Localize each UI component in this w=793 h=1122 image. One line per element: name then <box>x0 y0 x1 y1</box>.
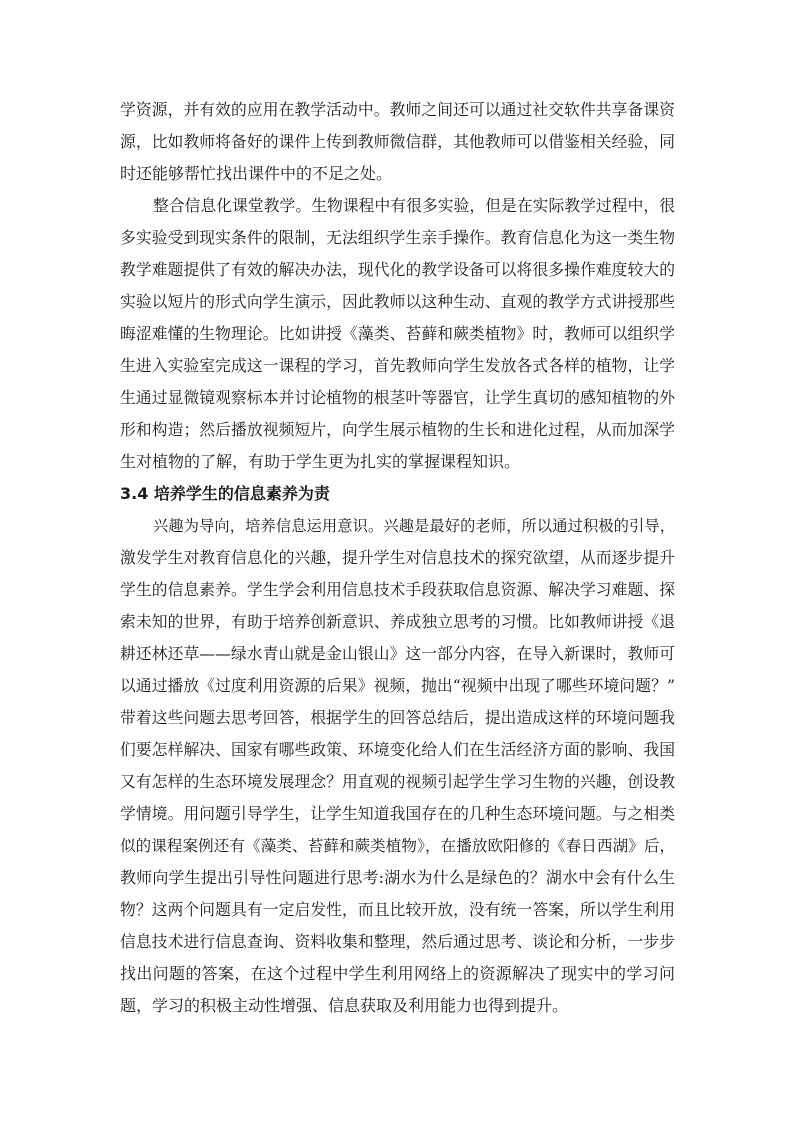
section-heading <box>120 478 675 510</box>
text-line: 教学难题提供了有效的解决办法，现代化的教学设备可以将很多操作难度较大的 <box>120 260 675 279</box>
text-line: 形和构造；然后播放视频短片，向学生展示植物的生长和进化过程，从而加深学 <box>120 420 675 439</box>
paragraph-classroom-teaching <box>120 190 675 478</box>
text-line: 似的课程案例还有《藻类、苔藓和蕨类植物》，在播放欧阳修的《春日西湖》后， <box>120 837 675 855</box>
text-line: 兴趣为导向，培养信息运用意识。兴趣是最好的老师，所以通过积极的引导， <box>153 517 675 535</box>
text-line: 信息技术进行信息查询、资料收集和整理，然后通过思考、谈论和分析，一步步 <box>120 932 675 951</box>
text-line: 教师向学生提出引导性问题进行思考:湖水为什么是绿色的？湖水中会有什么生 <box>120 868 675 887</box>
section-title: 3.4 培养学生的信息素养为责 <box>120 484 330 503</box>
text-line: 以通过播放《过度利用资源的后果》视频，抛出“视频中出现了哪些环境问题？” <box>120 676 675 695</box>
text-line: 生通过显微镜观察标本并讨论植物的根茎叶等器官，让学生真切的感知植物的外 <box>120 388 675 407</box>
text-line: 学情境。用问题引导学生，让学生知道我国存在的几种生态环境问题。与之相类 <box>120 804 675 823</box>
text-line: 实验以短片的形式向学生演示，因此教师以这种生动、直观的教学方式讲授那些 <box>120 292 675 311</box>
text-line: 又有怎样的生态环境发展理念？用直观的视频引起学生学习生物的兴趣，创设教 <box>120 772 675 791</box>
text-line: 多实验受到现实条件的限制，无法组织学生亲手操作。教育信息化为这一类生物 <box>120 228 675 247</box>
text-line: 学资源，并有效的应用在教学活动中。教师之间还可以通过社交软件共享备课资 <box>120 100 675 119</box>
text-line: 生对植物的了解，有助于学生更为扎实的掌握课程知识。 <box>120 452 521 471</box>
paragraph-continuation <box>120 94 675 190</box>
text-line: 找出问题的答案，在这个过程中学生利用网络上的资源解决了现实中的学习问 <box>120 964 675 983</box>
text-line: 整合信息化课堂教学。生物课程中有很多实验，但是在实际教学过程中，很 <box>153 196 675 215</box>
text-line: 时还能够帮忙找出课件中的不足之处。 <box>120 164 393 183</box>
text-line: 激发学生对教育信息化的兴趣，提升学生对信息技术的探究欲望，从而逐步提升 <box>120 548 675 567</box>
text-line: 们要怎样解决、国家有哪些政策、环境变化给人们在生活经济方面的影响、我国 <box>120 740 675 759</box>
text-line: 源，比如教师将备好的课件上传到教师微信群，其他教师可以借鉴相关经验，同 <box>120 132 675 151</box>
text-line: 耕还林还草——绿水青山就是金山银山》这一部分内容，在导入新课时，教师可 <box>120 644 675 663</box>
paragraph-information-literacy <box>120 510 675 1022</box>
text-line: 生进入实验室完成这一课程的学习，首先教师向学生发放各式各样的植物，让学 <box>120 356 675 375</box>
text-line: 题，学习的积极主动性增强、信息获取及利用能力也得到提升。 <box>120 996 569 1015</box>
text-line: 物？这两个问题具有一定启发性，而且比较开放，没有统一答案，所以学生利用 <box>120 900 675 919</box>
text-line: 带着这些问题去思考回答，根据学生的回答总结后，提出造成这样的环境问题我 <box>120 708 675 727</box>
text-line: 晦涩难懂的生物理论。比如讲授《藻类、苔藓和蕨类植物》时，教师可以组织学 <box>120 324 675 343</box>
text-line: 索未知的世界，有助于培养创新意识、养成独立思考的习惯。比如教师讲授《退 <box>120 612 675 631</box>
text-line: 学生的信息素养。学生学会利用信息技术手段获取信息资源、解决学习难题、探 <box>120 580 675 599</box>
